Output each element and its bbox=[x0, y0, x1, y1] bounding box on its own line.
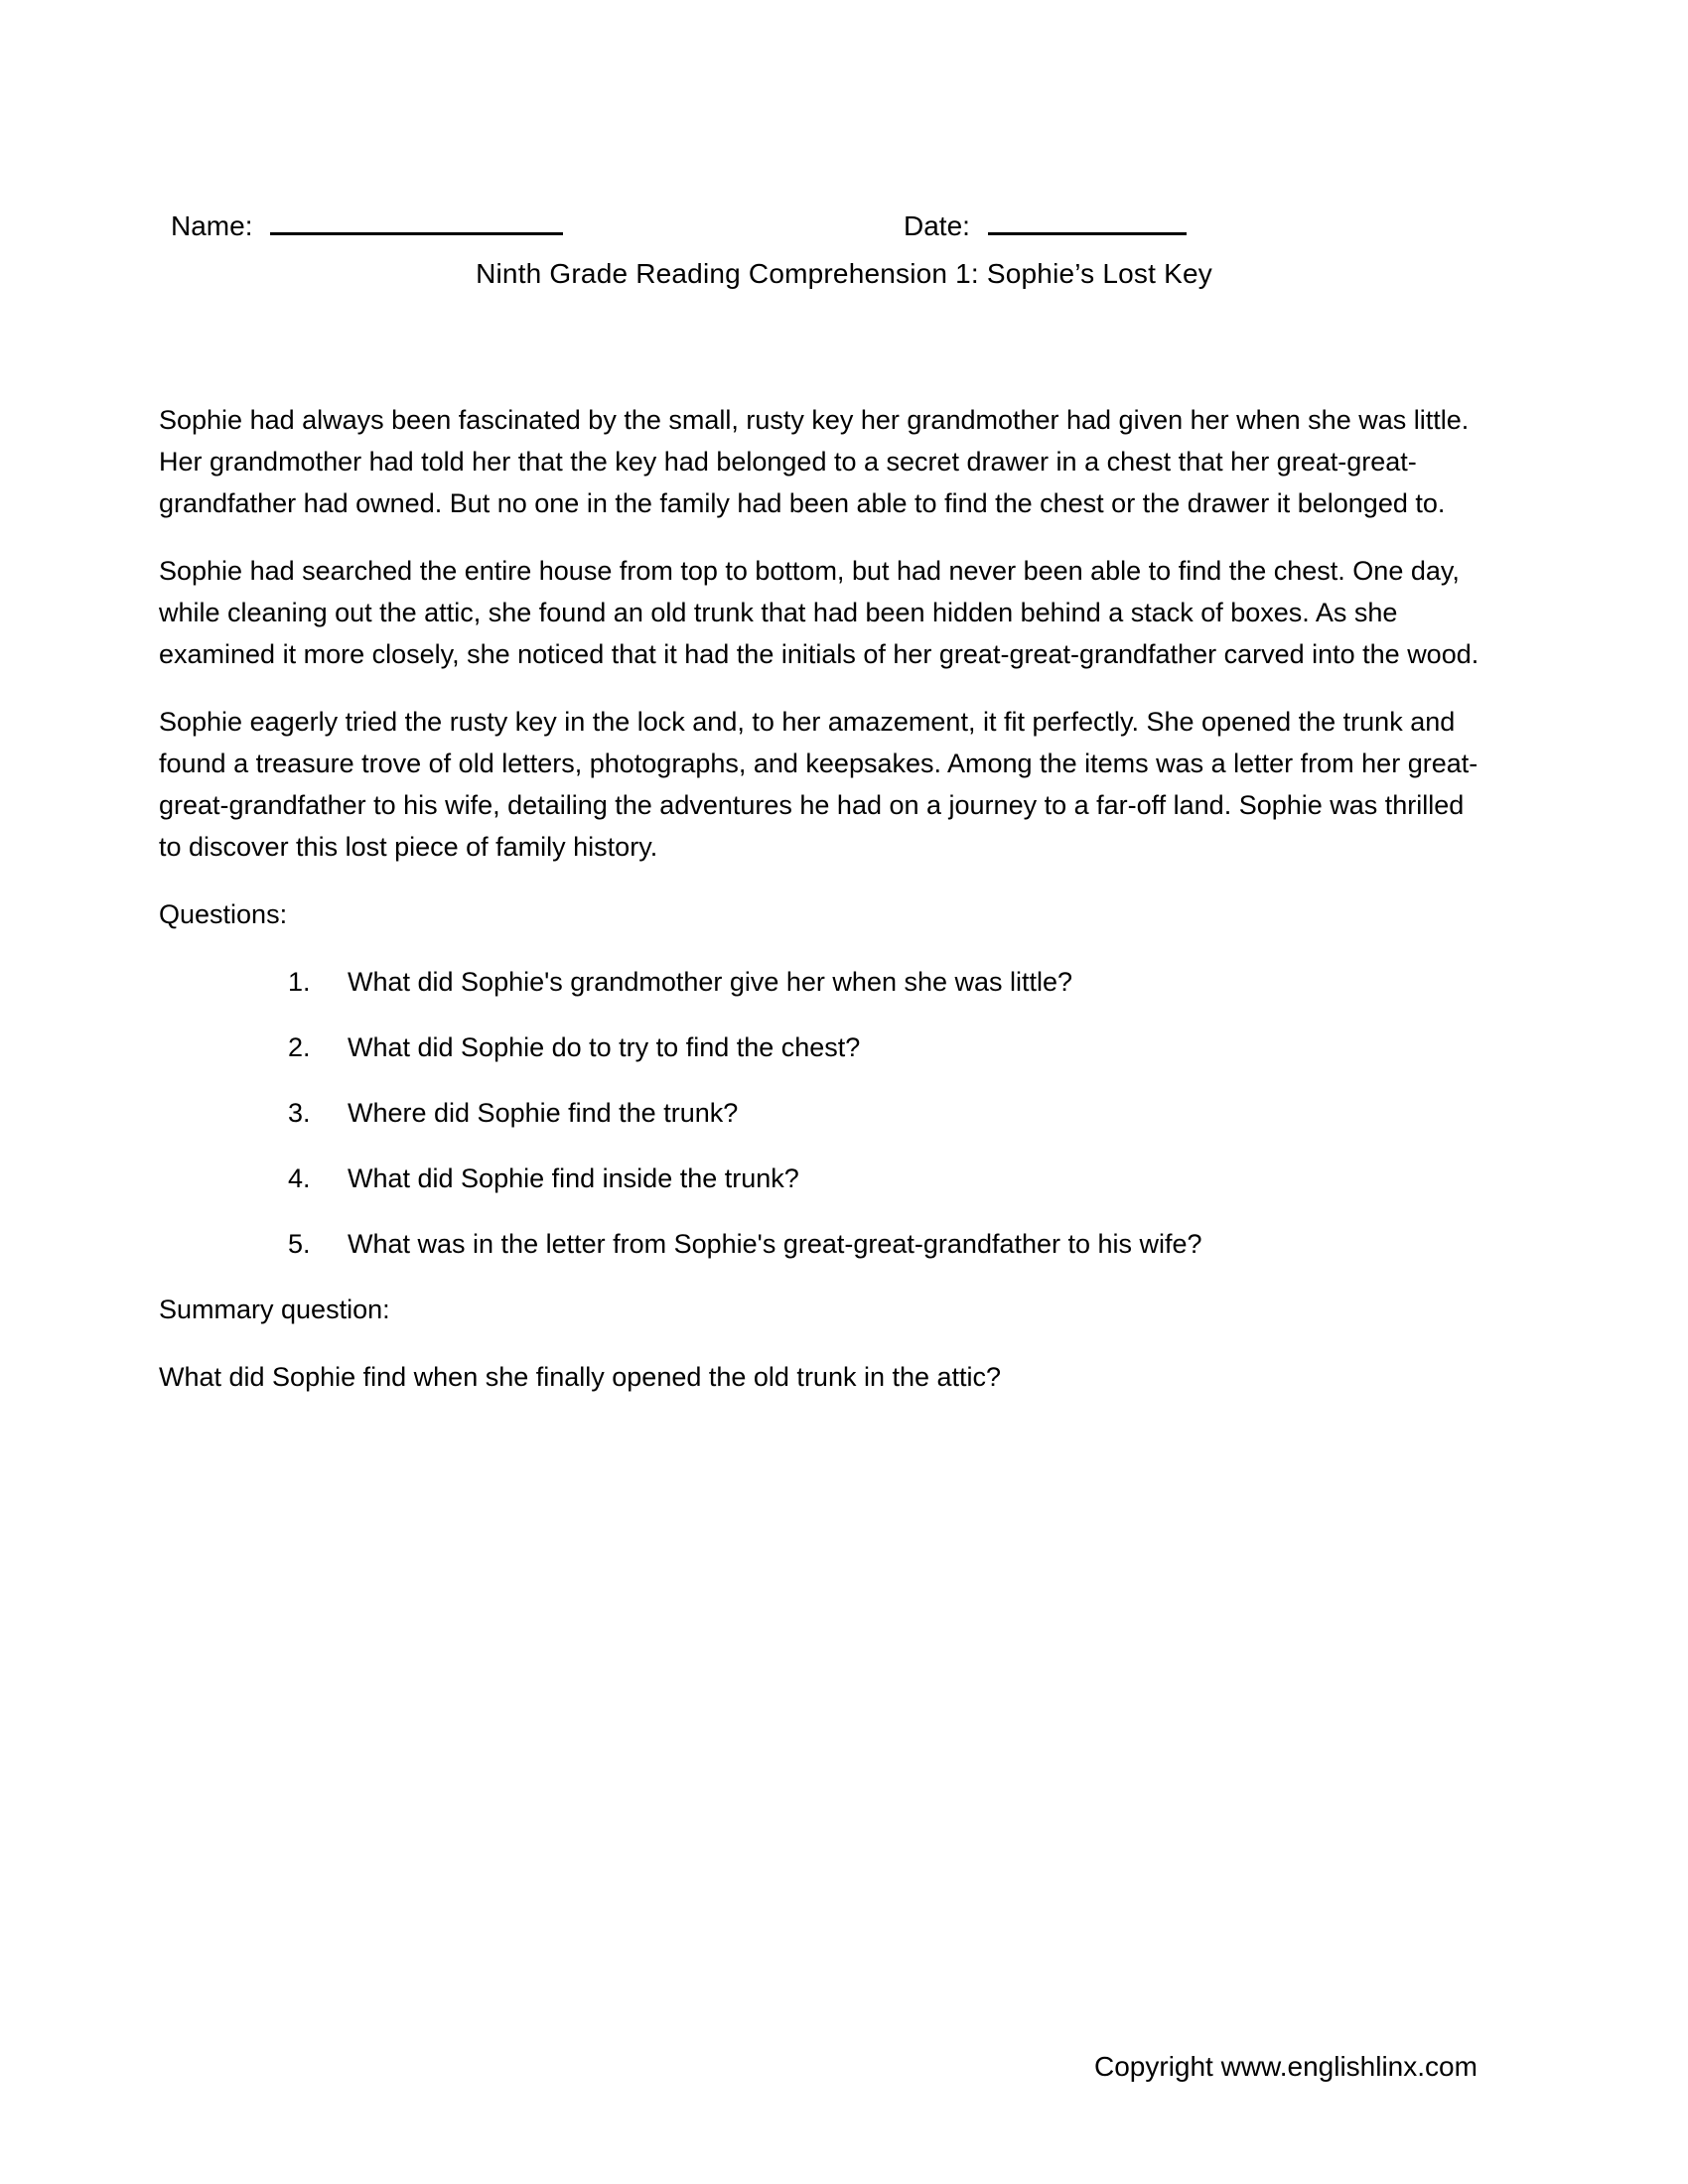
question-number: 3. bbox=[288, 1098, 311, 1128]
question-text: What was in the letter from Sophie's great-great-grandfather to his wife? bbox=[348, 1229, 1202, 1259]
questions-list bbox=[159, 961, 1479, 1265]
question-text: What did Sophie find inside the trunk? bbox=[348, 1163, 799, 1193]
worksheet-title: Ninth Grade Reading Comprehension 1: Sophie’s Lost Key bbox=[476, 258, 1212, 289]
copyright-text: Copyright www.englishlinx.com bbox=[1094, 2051, 1477, 2082]
question-item-2 bbox=[159, 1026, 1479, 1068]
story-paragraph-1: Sophie had always been fascinated by the small, rusty key her grandmother had given her when she was little. Her grandmother had told her that the key had belonged to a secret drawer in a chest that her great-great-grandfather had owned. But no one in the family had been able to find the chest or the drawer it belonged to. bbox=[159, 405, 1470, 518]
question-text: What did Sophie do to try to find the chest? bbox=[348, 1032, 861, 1062]
questions-label: Questions: bbox=[159, 899, 288, 929]
date-field-group bbox=[904, 203, 1187, 242]
question-item-3 bbox=[159, 1092, 1479, 1134]
question-item-1 bbox=[159, 961, 1479, 1003]
question-number: 1. bbox=[288, 967, 311, 997]
story-paragraph-2: Sophie had searched the entire house from top to bottom, but had never been able to find the chest. One day, while cleaning out the attic, she found an old trunk that had been hidden behind a stack of boxes. As she examined it more closely, she noticed that it had the initials of her great-great-grandfather carved into the wood. bbox=[159, 556, 1479, 669]
worksheet-body bbox=[159, 399, 1479, 1424]
story-paragraph-3: Sophie eagerly tried the rusty key in the lock and, to her amazement, it fit perfectly. She opened the trunk and found a treasure trove of old letters, photographs, and keepsakes. Among the items was a letter from her great-great-grandfather to his wife, detailing the adventures he had on a journey to a far-off land. Sophie was thrilled to discover this lost piece of family history. bbox=[159, 707, 1478, 862]
name-blank-line bbox=[270, 203, 563, 235]
name-label: Name: bbox=[171, 210, 253, 241]
summary-question-label: Summary question: bbox=[159, 1295, 390, 1324]
question-text: What did Sophie's grandmother give her when she was little? bbox=[348, 967, 1073, 997]
question-number: 4. bbox=[288, 1163, 311, 1193]
question-item-4 bbox=[159, 1158, 1479, 1199]
question-item-5 bbox=[159, 1223, 1479, 1265]
name-field-group bbox=[171, 203, 563, 242]
question-number: 2. bbox=[288, 1032, 311, 1062]
date-blank-line bbox=[988, 203, 1187, 235]
header-row bbox=[171, 203, 1549, 246]
date-label: Date: bbox=[904, 210, 970, 241]
question-number: 5. bbox=[288, 1229, 311, 1259]
question-text: Where did Sophie find the trunk? bbox=[348, 1098, 739, 1128]
summary-question-text: What did Sophie find when she finally opened the old trunk in the attic? bbox=[159, 1362, 1002, 1392]
